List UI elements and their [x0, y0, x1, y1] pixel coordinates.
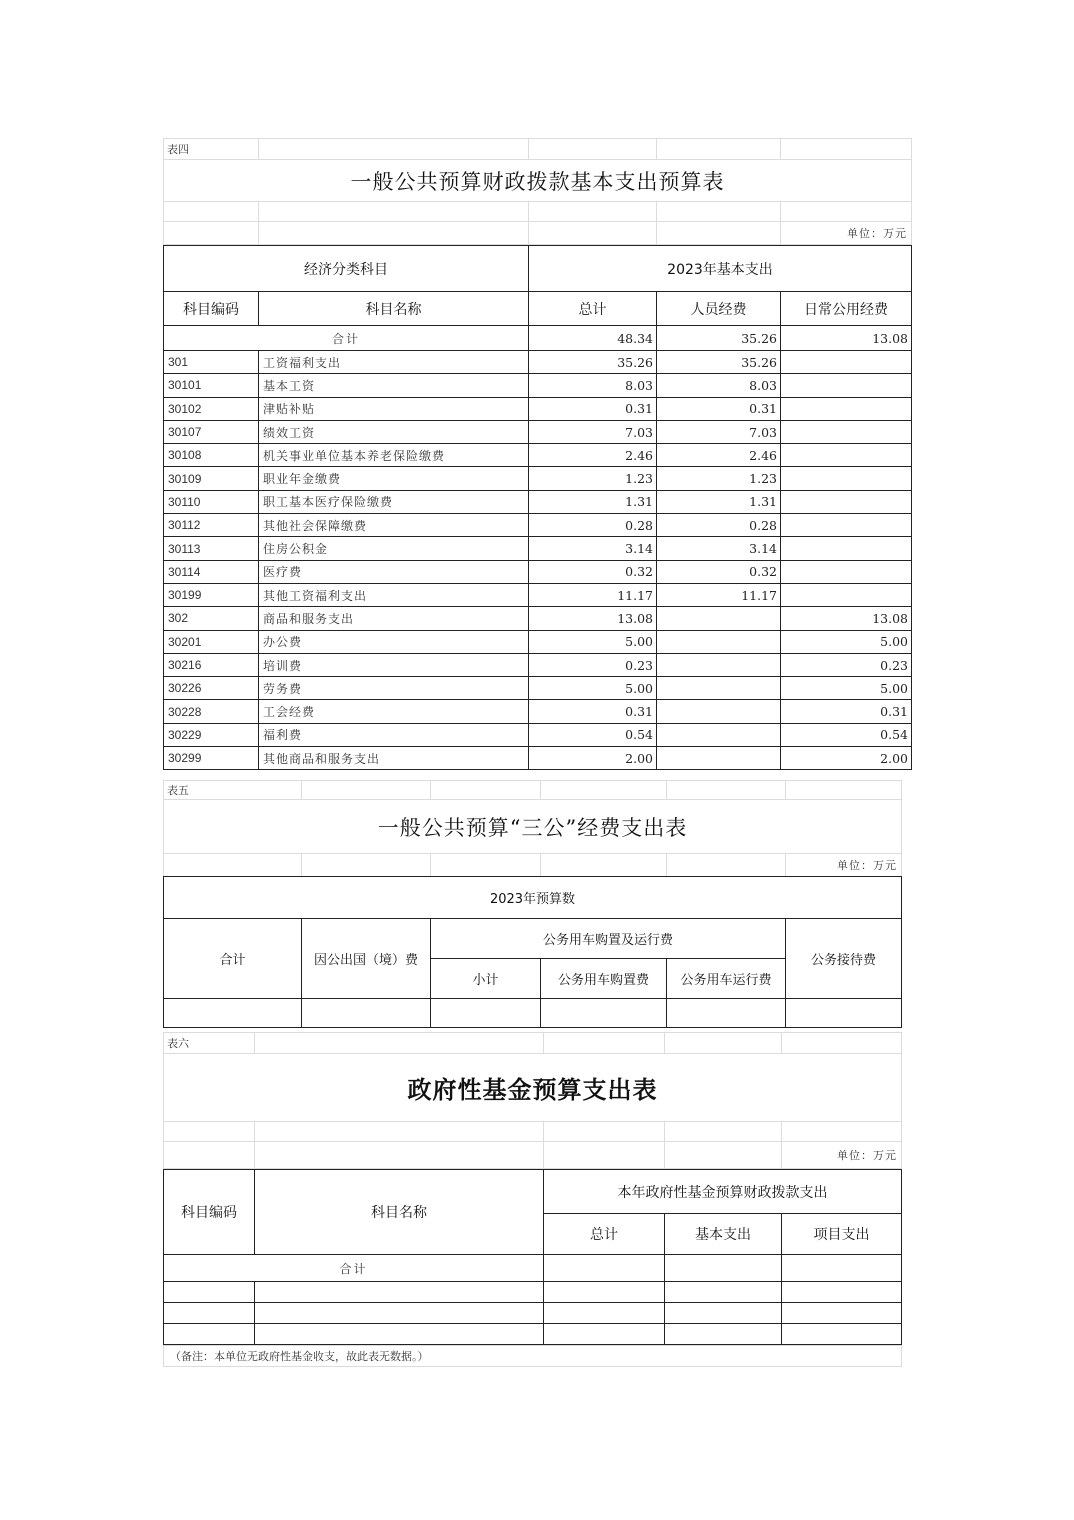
row-name: 津贴补贴 [259, 397, 529, 420]
row-code: 30112 [164, 514, 259, 537]
row-personnel [657, 723, 781, 746]
row-total: 2.00 [529, 747, 657, 770]
row-personnel [657, 700, 781, 723]
row-name: 医疗费 [259, 560, 529, 583]
row-code: 30226 [164, 677, 259, 700]
total-public: 13.08 [781, 326, 912, 351]
table-row [164, 583, 912, 606]
table-row [164, 351, 912, 374]
header-name: 科目名称 [259, 292, 529, 326]
table-row [164, 630, 912, 653]
table-row [164, 653, 912, 676]
row-code: 30114 [164, 560, 259, 583]
table6-note [163, 1345, 902, 1367]
total-label: 合计 [164, 1255, 544, 1282]
table-row [164, 514, 912, 537]
table-row [164, 1282, 902, 1303]
row-public [781, 351, 912, 374]
table4-unit: 单位：万元 [781, 222, 912, 245]
row-name: 机关事业单位基本养老保险缴费 [259, 444, 529, 467]
table4-header [163, 245, 912, 326]
row-personnel: 7.03 [657, 420, 781, 443]
header-vehicle-operation: 公务用车运行费 [667, 959, 786, 999]
row-name: 职工基本医疗保险缴费 [259, 490, 529, 513]
header-code: 科目编码 [164, 292, 259, 326]
header-reception: 公务接待费 [786, 919, 902, 999]
row-code: 30107 [164, 420, 259, 443]
table5-title: 一般公共预算“三公”经费支出表 [164, 800, 902, 854]
header-total: 总计 [529, 292, 657, 326]
header-econ-category: 经济分类科目 [164, 246, 529, 292]
table-row [164, 374, 912, 397]
row-public: 0.23 [781, 653, 912, 676]
row-personnel [657, 747, 781, 770]
row-code: 30113 [164, 537, 259, 560]
total-amount: 48.34 [529, 326, 657, 351]
row-public [781, 514, 912, 537]
header-vehicle-purchase: 公务用车购置费 [541, 959, 667, 999]
row-personnel: 8.03 [657, 374, 781, 397]
row-name: 其他商品和服务支出 [259, 747, 529, 770]
row-personnel: 1.23 [657, 467, 781, 490]
header-code: 科目编码 [164, 1170, 255, 1255]
table5-body [163, 876, 902, 1028]
row-name: 办公费 [259, 630, 529, 653]
row-public [781, 467, 912, 490]
table4-title: 一般公共预算财政拨款基本支出预算表 [164, 160, 912, 202]
table6-title: 政府性基金预算支出表 [164, 1054, 902, 1122]
row-code: 30109 [164, 467, 259, 490]
row-name: 福利费 [259, 723, 529, 746]
table6-unit: 单位：万元 [782, 1142, 902, 1169]
row-code: 30216 [164, 653, 259, 676]
row-name: 职业年金缴费 [259, 467, 529, 490]
row-public: 5.00 [781, 630, 912, 653]
header-vehicle-subtotal: 小计 [431, 959, 541, 999]
header-basic-expenditure-2023: 2023年基本支出 [529, 246, 912, 292]
table-row [164, 560, 912, 583]
row-public [781, 444, 912, 467]
row-public: 13.08 [781, 607, 912, 630]
header-budget-2023: 2023年预算数 [164, 877, 902, 919]
table5-unit: 单位：万元 [786, 854, 902, 877]
row-name: 工会经费 [259, 700, 529, 723]
row-public [781, 583, 912, 606]
row-code: 30101 [164, 374, 259, 397]
table-row-total [164, 1255, 902, 1282]
table-row [164, 420, 912, 443]
row-personnel [657, 677, 781, 700]
row-code: 30229 [164, 723, 259, 746]
row-code: 302 [164, 607, 259, 630]
row-total: 3.14 [529, 537, 657, 560]
row-name: 培训费 [259, 653, 529, 676]
header-public: 日常公用经费 [781, 292, 912, 326]
table5-tag: 表五 [164, 781, 302, 800]
row-total: 1.31 [529, 490, 657, 513]
table5-caption [163, 780, 902, 877]
table-row [164, 747, 912, 770]
row-personnel [657, 653, 781, 676]
row-total: 5.00 [529, 630, 657, 653]
table-row [164, 1303, 902, 1324]
header-project: 项目支出 [782, 1214, 902, 1255]
row-public [781, 560, 912, 583]
table-row-total [164, 326, 912, 351]
row-name: 劳务费 [259, 677, 529, 700]
table-row [164, 537, 912, 560]
header-personnel: 人员经费 [657, 292, 781, 326]
row-total: 0.28 [529, 514, 657, 537]
row-public [781, 420, 912, 443]
table4-caption [163, 138, 912, 245]
table6-caption [163, 1032, 902, 1169]
row-personnel: 2.46 [657, 444, 781, 467]
table-row [164, 607, 912, 630]
row-total: 2.46 [529, 444, 657, 467]
row-code: 30108 [164, 444, 259, 467]
row-code: 30299 [164, 747, 259, 770]
table-row [164, 467, 912, 490]
row-public [781, 537, 912, 560]
table-row [164, 700, 912, 723]
row-personnel: 0.28 [657, 514, 781, 537]
row-code: 301 [164, 351, 259, 374]
row-public: 5.00 [781, 677, 912, 700]
row-public [781, 374, 912, 397]
row-total: 8.03 [529, 374, 657, 397]
row-personnel [657, 607, 781, 630]
row-personnel: 35.26 [657, 351, 781, 374]
total-label: 合计 [164, 326, 529, 351]
row-total: 1.23 [529, 467, 657, 490]
row-total: 0.31 [529, 700, 657, 723]
row-public: 2.00 [781, 747, 912, 770]
header-vehicle-group: 公务用车购置及运行费 [431, 919, 786, 959]
row-name: 商品和服务支出 [259, 607, 529, 630]
header-abroad: 因公出国（境）费 [302, 919, 431, 999]
header-basic: 基本支出 [665, 1214, 782, 1255]
header-name: 科目名称 [255, 1170, 544, 1255]
table4-tag: 表四 [164, 139, 259, 160]
table-row [164, 397, 912, 420]
row-public [781, 397, 912, 420]
row-personnel: 1.31 [657, 490, 781, 513]
table-row [164, 490, 912, 513]
row-total: 5.00 [529, 677, 657, 700]
row-total: 7.03 [529, 420, 657, 443]
row-total: 11.17 [529, 583, 657, 606]
row-code: 30199 [164, 583, 259, 606]
row-name: 工资福利支出 [259, 351, 529, 374]
row-public: 0.54 [781, 723, 912, 746]
row-public [781, 490, 912, 513]
table-row [164, 723, 912, 746]
row-total: 0.31 [529, 397, 657, 420]
table4-body [163, 325, 912, 770]
row-total: 35.26 [529, 351, 657, 374]
row-total: 0.23 [529, 653, 657, 676]
row-name: 其他社会保障缴费 [259, 514, 529, 537]
note-text: （备注：本单位无政府性基金收支，故此表无数据。） [164, 1346, 902, 1367]
total-personnel: 35.26 [657, 326, 781, 351]
row-name: 其他工资福利支出 [259, 583, 529, 606]
row-code: 30201 [164, 630, 259, 653]
table6-tag: 表六 [164, 1033, 255, 1054]
row-code: 30110 [164, 490, 259, 513]
table-row [164, 444, 912, 467]
row-personnel: 3.14 [657, 537, 781, 560]
header-sangong-total: 合计 [164, 919, 302, 999]
table-row [164, 999, 902, 1028]
table6-body [163, 1169, 902, 1345]
table-row [164, 677, 912, 700]
row-total: 13.08 [529, 607, 657, 630]
header-total: 总计 [544, 1214, 665, 1255]
row-code: 30228 [164, 700, 259, 723]
row-name: 基本工资 [259, 374, 529, 397]
row-personnel: 0.31 [657, 397, 781, 420]
row-personnel [657, 630, 781, 653]
table-row [164, 1324, 902, 1345]
row-total: 0.32 [529, 560, 657, 583]
row-personnel: 0.32 [657, 560, 781, 583]
row-public: 0.31 [781, 700, 912, 723]
row-total: 0.54 [529, 723, 657, 746]
row-personnel: 11.17 [657, 583, 781, 606]
row-name: 绩效工资 [259, 420, 529, 443]
header-fund-group: 本年政府性基金预算财政拨款支出 [544, 1170, 902, 1214]
row-code: 30102 [164, 397, 259, 420]
row-name: 住房公积金 [259, 537, 529, 560]
